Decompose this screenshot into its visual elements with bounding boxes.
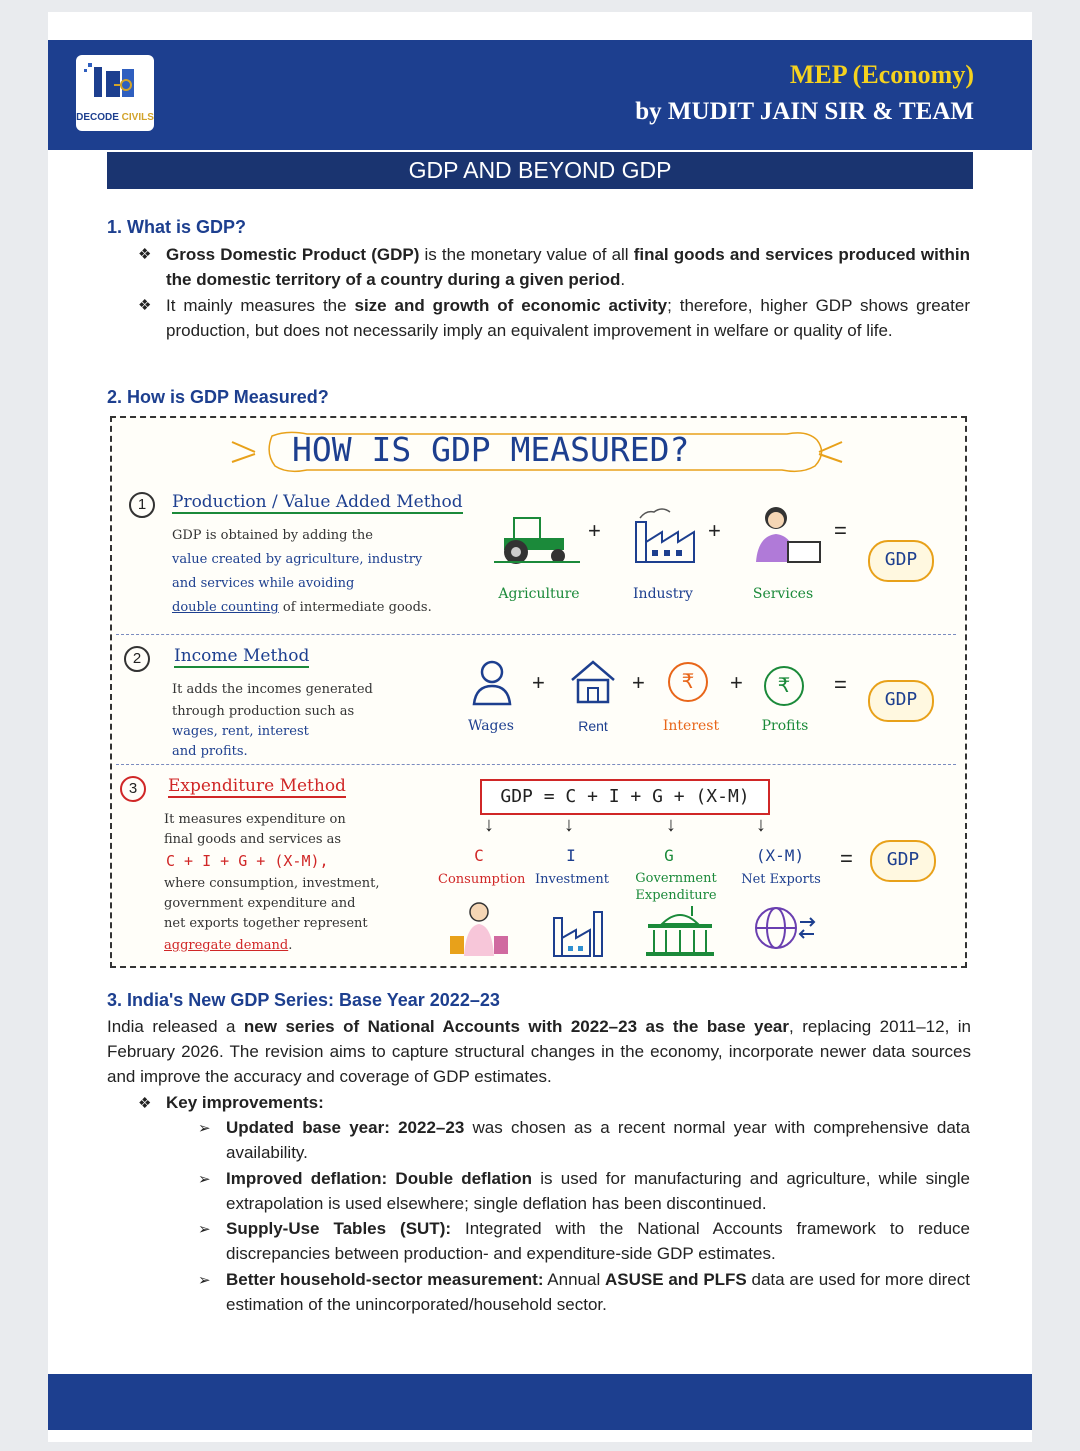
header-banner [48,40,1032,150]
bullet-arrow-icon: ➢ [198,1221,211,1238]
factory-icon [632,502,700,566]
label-industry: Industry [633,586,693,602]
method-1-desc-3: and services while avoiding [172,576,355,591]
plus-sign: + [532,670,545,695]
gdp-cloud: GDP [870,840,936,882]
method-3-desc-2: final goods and services as [164,832,342,847]
down-arrow-icon: ↓ [564,814,574,836]
method-1-desc-2: value created by agriculture, industry [172,552,423,567]
equals-sign: = [840,846,853,871]
bullet-diamond-icon: ❖ [138,246,152,263]
gdp-cloud: GDP [868,540,934,582]
method-3-title: Expenditure Method [168,776,346,796]
method-separator [116,764,956,765]
gdp-measurement-infographic [110,416,967,968]
brand-title: MEP (Economy) [789,60,974,89]
rupee-interest-icon: ₹ [668,662,708,702]
brand-subtitle: by MUDIT JAIN SIR & TEAM [635,98,974,125]
down-arrow-icon: ↓ [484,814,494,836]
method-1-number: 1 [129,492,155,518]
bullet-arrow-icon: ➢ [198,1272,211,1289]
money-bag-profits-icon: ₹ [764,666,804,706]
section3-intro: India released a new series of National Accounts with 2022–23 as the base year, replacing 2011–12, in February 2026. The revision aims to capture structural changes in the economy, incorporate newer data sources and improve the accuracy and coverage of GDP estimates. [107,1017,971,1086]
section1-bullet-1: Gross Domestic Product (GDP) is the monetary value of all final goods and services produced within the domestic territory of a country during a given period. [166,245,970,289]
bullet-arrow-icon: ➢ [198,1120,211,1137]
plus-sign: + [632,670,645,695]
label-services: Services [752,586,814,602]
section3-heading: 3. India's New GDP Series: Base Year 2022–23 [107,990,500,1010]
method-2-number: 2 [124,646,150,672]
method-1-desc-1: GDP is obtained by adding the [172,528,373,543]
person-wages-icon [470,658,514,706]
improvement-item: Updated base year: 2022–23 was chosen as a recent normal year with comprehensive data availability. [226,1118,970,1162]
method-3-desc-1: It measures expenditure on [164,812,346,827]
label-profits: Profits [761,718,809,734]
gdp-cloud: GDP [868,680,934,722]
improvement-item: Better household-sector measurement: Annual ASUSE and PLFS data are used for more direct estimation of the unincorporated/household sector. [226,1270,970,1314]
down-arrow-icon: ↓ [756,814,766,836]
document-page [48,12,1032,1442]
label-interest: Interest [662,718,720,734]
letter-xm: (X-M) [755,846,805,865]
expenditure-formula: GDP = C + I + G + (X-M) [480,779,770,815]
improvement-item: Supply-Use Tables (SUT): Integrated with the National Accounts framework to reduce discrepancies between production- and expenditure-side GDP estimates. [226,1219,970,1263]
method-2-desc-4: and profits. [172,744,248,759]
label-wages: Wages [468,718,514,734]
method-3-number: 3 [120,776,146,802]
person-laptop-icon [748,502,824,566]
method-2-desc-1: It adds the incomes generated [172,682,373,697]
bullet-diamond-icon: ❖ [138,1095,152,1112]
factory-investment-icon [548,902,608,958]
infographic-title: HOW IS GDP MEASURED? [292,430,690,469]
plus-sign: + [708,518,721,543]
section1-bullet-2: It mainly measures the size and growth of economic activity; therefore, higher GDP shows greater production, but does not necessarily imply an equivalent improvement in welfare or quality of life. [166,296,970,340]
label-net-exports: Net Exports [741,872,821,887]
government-building-icon [642,902,718,958]
method-3-desc-6: net exports together represent [164,916,368,931]
method-3-desc-4: where consumption, investment, [164,876,380,891]
method-3-desc-5: government expenditure and [164,896,356,911]
bullet-diamond-icon: ❖ [138,297,152,314]
method-3-desc-3: C + I + G + (X-M), [166,852,329,870]
method-1-desc-4: double counting of intermediate goods. [172,600,432,615]
label-government-expenditure: Government Expenditure [635,871,717,903]
label-agriculture: Agriculture [498,586,580,602]
page-title: GDP AND BEYOND GDP [107,152,973,189]
section2-heading: 2. How is GDP Measured? [107,387,329,407]
footer-banner [48,1374,1032,1430]
book-key-icon [76,55,154,115]
method-2-desc-2: through production such as [172,704,355,719]
plus-sign: + [588,518,601,543]
letter-i: I [566,846,576,865]
down-arrow-icon: ↓ [666,814,676,836]
tractor-icon [494,510,580,566]
method-3-desc-7: aggregate demand. [164,938,293,953]
method-separator [116,634,956,635]
globe-trade-icon [752,904,818,954]
method-1-title: Production / Value Added Method [172,492,463,512]
equals-sign: = [834,518,847,543]
section1-heading: 1. What is GDP? [107,217,247,237]
method-2-title: Income Method [174,646,310,666]
method-2-desc-3: wages, rent, interest [172,724,309,739]
improvement-item: Improved deflation: Double deflation is used for manufacturing and agriculture, while single extrapolation is used elsewhere; single deflation has been discontinued. [226,1169,971,1213]
plus-sign: + [730,670,743,695]
label-rent: Rent [578,718,608,734]
label-consumption: Consumption [438,872,526,887]
equals-sign: = [834,672,847,697]
bullet-arrow-icon: ➢ [198,1171,211,1188]
letter-c: C [474,846,484,865]
house-rent-icon [568,658,618,706]
decode-civils-logo [76,55,154,131]
letter-g: G [664,846,674,865]
key-improvements-label: Key improvements: [166,1093,324,1112]
label-investment: Investment [534,872,610,887]
logo-text: DECODE CIVILS [76,112,154,123]
shopper-icon [446,900,512,958]
